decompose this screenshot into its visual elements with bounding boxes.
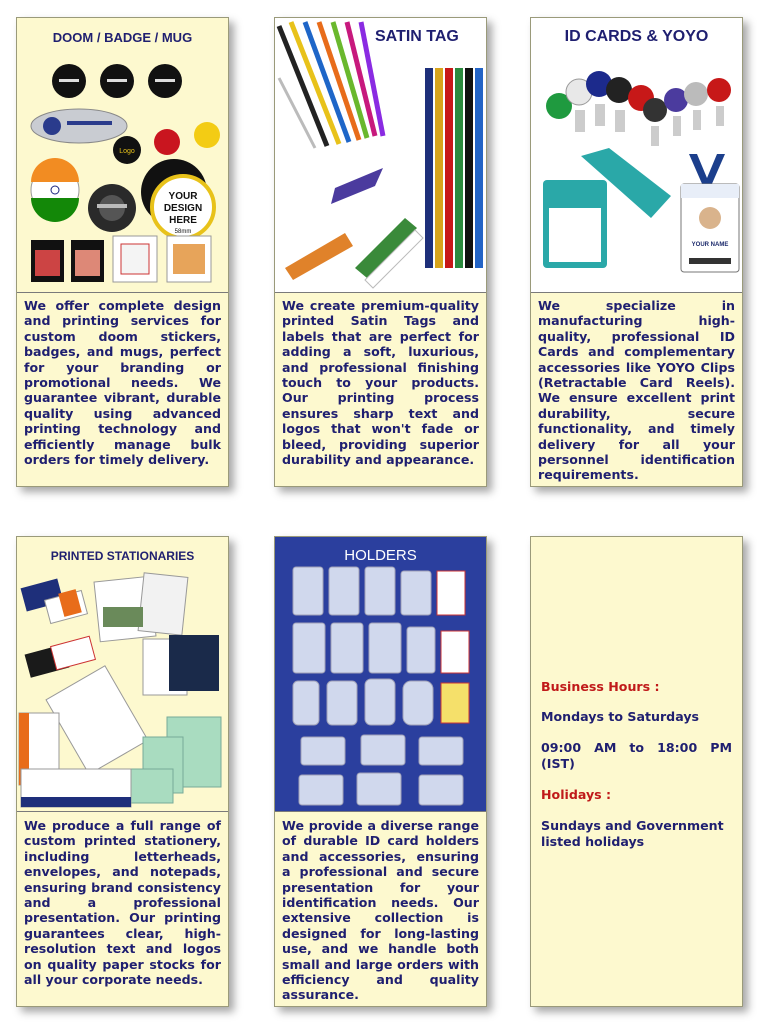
business-time: 09:00 AM to 18:00 PM (IST) — [541, 740, 732, 771]
svg-text:Logo: Logo — [119, 148, 135, 155]
card-title: DOOM / BADGE / MUG — [52, 30, 193, 45]
svg-text:DESIGN: DESIGN — [163, 203, 203, 214]
card-printed-stationaries — [16, 536, 229, 1007]
doom-badge-mug-image — [17, 18, 228, 293]
card-description: We produce a full range of custom printed stationery, including letterheads, envelopes, and notepads, ensuring brand consistency and a professional presentation. Our printing guarantees clear, high-resolution text and logos on quality paper stocks for all your corporate needs. — [24, 818, 221, 988]
card-holders — [274, 536, 487, 1007]
card-title: ID CARDS & YOYO — [564, 28, 709, 45]
svg-text:58mm: 58mm — [174, 229, 192, 235]
card-title: PRINTED STATIONARIES — [50, 549, 195, 563]
card-satin-tag — [274, 17, 487, 487]
card-id-cards-yoyo — [530, 17, 743, 487]
business-days: Mondays to Saturdays — [541, 709, 700, 724]
holidays-label: Holidays : — [541, 787, 612, 802]
svg-text:YOUR: YOUR — [168, 191, 198, 202]
holders-image — [275, 537, 486, 812]
card-business-info — [530, 536, 743, 1007]
id-cards-yoyo-image — [531, 18, 742, 293]
card-title: SATIN TAG — [375, 28, 459, 45]
card-description: We provide a diverse range of durable ID card holders and accessories, ensuring a professional and secure presentation for your identification needs. Our extensive collection is designed for long-lasting use, and we handle both small and large orders with efficiency and quality assurance. — [282, 818, 479, 1003]
printed-stationaries-image — [17, 537, 228, 812]
card-description: We offer complete design and printing services for custom doom stickers, badges, and mugs, perfect for your branding or promotional needs. We guarantee vibrant, durable quality using advanced printing technology and efficiently manage bulk orders for timely delivery. — [24, 298, 221, 468]
card-description: We specialize in manufacturing high-quality, professional ID Cards and complementary accessories like YOYO Clips (Retractable Card Reels). We ensure excellent print durability, secure functionality, and timely delivery for all your personnel identification requirements. — [538, 298, 735, 483]
holidays-text: Sundays and Government listed holidays — [541, 818, 724, 849]
card-description: We create premium-quality printed Satin Tags and labels that are perfect for adding a soft, luxurious, and professional finishing touch to your products. Our printing process ensures sharp text and logos that won't fade or bleed, providing superior durability and appearance. — [282, 298, 479, 468]
card-doom-badge-mug — [16, 17, 229, 487]
card-title: HOLDERS — [344, 547, 417, 564]
svg-text:HERE: HERE — [169, 215, 197, 226]
svg-text:YOUR NAME: YOUR NAME — [691, 242, 729, 248]
business-hours-label: Business Hours : — [541, 679, 660, 694]
satin-tag-image — [275, 18, 486, 293]
